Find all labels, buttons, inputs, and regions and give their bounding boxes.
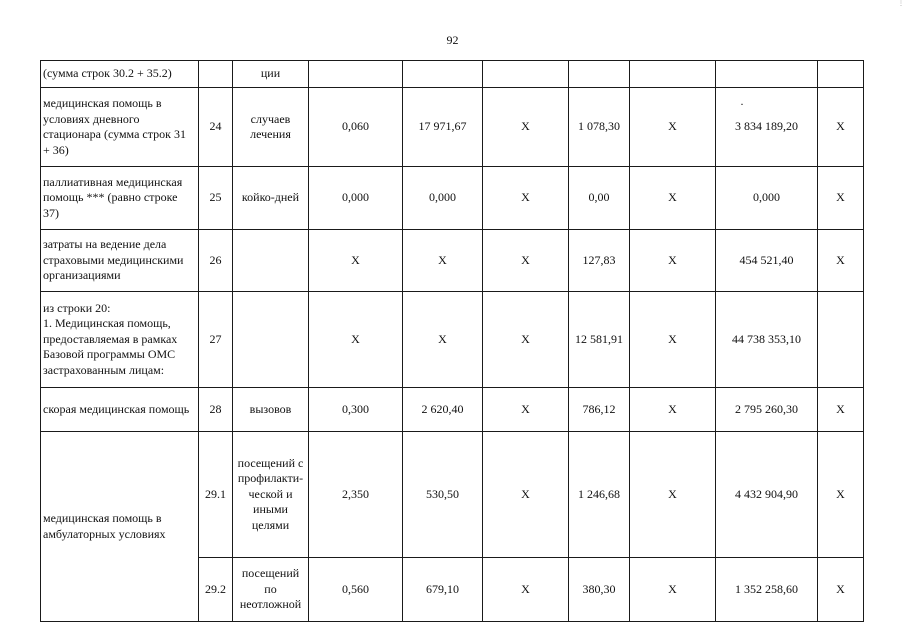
row-unit: посещений с профилакти-ческой и иными целями xyxy=(233,432,309,558)
cell-col8: X xyxy=(630,432,716,558)
row-unit: случаев лечения xyxy=(233,88,309,167)
row-name: из строки 20: 1. Медицинская помощь, предоставляемая в рамках Базовой программы ОМС застрахованным лицам: xyxy=(41,292,199,388)
cell-cost: 530,50 xyxy=(403,432,483,558)
cell-cost: 0,000 xyxy=(403,167,483,230)
row-name: паллиативная медицинская помощь *** (равно строке 37) xyxy=(41,167,199,230)
row-name: (сумма строк 30.2 + 35.2) xyxy=(41,61,199,88)
scan-tick-mark: · xyxy=(740,97,744,111)
table-row xyxy=(41,388,864,432)
cell-col8 xyxy=(630,61,716,88)
row-unit xyxy=(233,292,309,388)
data-table xyxy=(40,60,864,622)
cell-col9: 1 352 258,60 xyxy=(716,558,818,622)
row-number: 24 xyxy=(199,88,233,167)
cell-col8: X xyxy=(630,558,716,622)
cell-col7: 1 078,30 xyxy=(569,88,630,167)
cell-col7: 127,83 xyxy=(569,230,630,292)
cell-cost: X xyxy=(403,230,483,292)
cell-col6: X xyxy=(483,230,569,292)
row-name: скорая медицинская помощь xyxy=(41,388,199,432)
cell-col9: 0,000 xyxy=(716,167,818,230)
row-name: медицинская помощь в условиях дневного стационара (сумма строк 31 + 36) xyxy=(41,88,199,167)
row-unit: койко-дней xyxy=(233,167,309,230)
cell-col6: X xyxy=(483,167,569,230)
scan-speck: ⋮ xyxy=(898,1,904,7)
cell-col10: X xyxy=(818,230,864,292)
cell-col7: 1 246,68 xyxy=(569,432,630,558)
cell-norm: 0,300 xyxy=(309,388,403,432)
cell-col10: X xyxy=(818,388,864,432)
cell-col6: X xyxy=(483,388,569,432)
cell-norm: 2,350 xyxy=(309,432,403,558)
table-row xyxy=(41,432,864,558)
cell-col7: 380,30 xyxy=(569,558,630,622)
cell-col9: 4 432 904,90 xyxy=(716,432,818,558)
cell-col8: X xyxy=(630,230,716,292)
cell-norm: 0,560 xyxy=(309,558,403,622)
row-number: 29.2 xyxy=(199,558,233,622)
cell-col10 xyxy=(818,292,864,388)
row-number: 29.1 xyxy=(199,432,233,558)
cell-col6: X xyxy=(483,292,569,388)
cell-norm xyxy=(309,61,403,88)
cell-col10: X xyxy=(818,167,864,230)
row-number: 25 xyxy=(199,167,233,230)
cell-col6 xyxy=(483,61,569,88)
cell-cost: 17 971,67 xyxy=(403,88,483,167)
cell-col8: X xyxy=(630,167,716,230)
table-row xyxy=(41,167,864,230)
cell-cost: 2 620,40 xyxy=(403,388,483,432)
cell-col10: X xyxy=(818,88,864,167)
cell-col9 xyxy=(716,61,818,88)
cell-col6: X xyxy=(483,432,569,558)
cell-col9: 2 795 260,30 xyxy=(716,388,818,432)
row-unit xyxy=(233,230,309,292)
row-number: 28 xyxy=(199,388,233,432)
cell-col8: X xyxy=(630,292,716,388)
cell-cost: X xyxy=(403,292,483,388)
table-row xyxy=(41,88,864,167)
cell-col6: X xyxy=(483,558,569,622)
table-row xyxy=(41,230,864,292)
page-number: 92 xyxy=(446,33,459,47)
cell-col6: X xyxy=(483,88,569,167)
row-number xyxy=(199,61,233,88)
cell-col10: X xyxy=(818,558,864,622)
cell-col9: 3 834 189,20 xyxy=(716,88,818,167)
cell-cost xyxy=(403,61,483,88)
row-unit: посещений по неотложной xyxy=(233,558,309,622)
cell-col7: 786,12 xyxy=(569,388,630,432)
row-unit: вызовов xyxy=(233,388,309,432)
table-row xyxy=(41,61,864,88)
cell-col9: 454 521,40 xyxy=(716,230,818,292)
cell-col7: 0,00 xyxy=(569,167,630,230)
cell-col7 xyxy=(569,61,630,88)
cell-col10 xyxy=(818,61,864,88)
cell-norm: X xyxy=(309,230,403,292)
cell-cost: 679,10 xyxy=(403,558,483,622)
cell-col7: 12 581,91 xyxy=(569,292,630,388)
row-name: затраты на ведение дела страховыми медицинскими организациями xyxy=(41,230,199,292)
cell-col8: X xyxy=(630,388,716,432)
cell-norm: 0,060 xyxy=(309,88,403,167)
row-name: медицинская помощь в амбулаторных условиях xyxy=(41,432,199,622)
cell-norm: 0,000 xyxy=(309,167,403,230)
row-unit: ции xyxy=(233,61,309,88)
cell-col10: X xyxy=(818,432,864,558)
cell-norm: X xyxy=(309,292,403,388)
row-number: 27 xyxy=(199,292,233,388)
table-row xyxy=(41,292,864,388)
cell-col9: 44 738 353,10 xyxy=(716,292,818,388)
cell-col8: X xyxy=(630,88,716,167)
row-number: 26 xyxy=(199,230,233,292)
